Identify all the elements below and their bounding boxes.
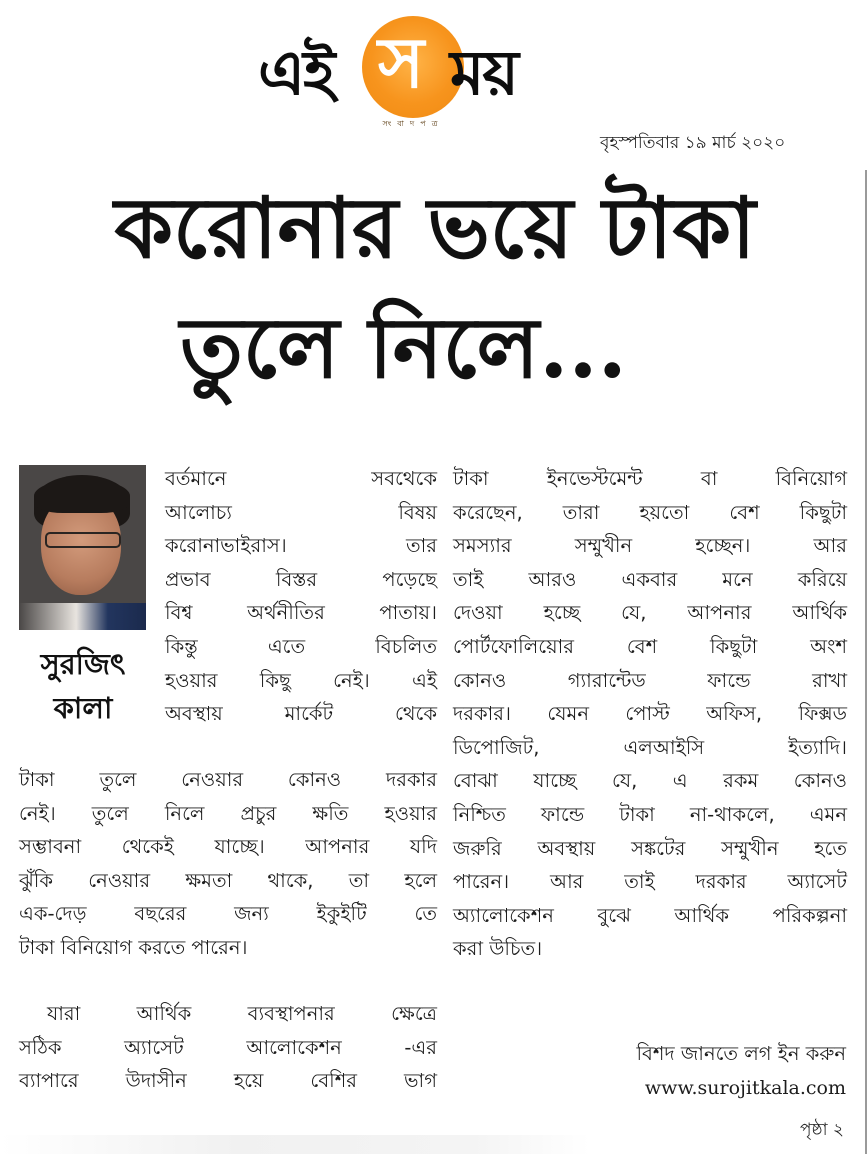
logo-text-right: ময় bbox=[450, 36, 517, 109]
text-line: জরুরি অবস্থায় সঙ্কটের সম্মুখীন হতে bbox=[453, 836, 847, 860]
text-line: প্রভাব বিস্তর পড়েছে bbox=[165, 567, 437, 591]
text-line: নেই। তুলে নিলে প্রচুর ক্ষতি হওয়ার bbox=[19, 801, 437, 825]
text-line: ঝুঁকি নেওয়ার ক্ষমতা থাকে, তা হলে bbox=[19, 868, 437, 892]
author-photo bbox=[19, 465, 146, 630]
photo-shoulders bbox=[19, 603, 146, 630]
text-line: টাকা ইনভেস্টমেন্ট বা বিনিয়োগ bbox=[453, 467, 847, 490]
article-column-right bbox=[453, 462, 847, 966]
logo-tagline: সংবাদপত্র bbox=[382, 119, 444, 128]
text-line: সমস্যার সম্মুখীন হচ্ছেন। আর bbox=[453, 534, 847, 558]
author-byline bbox=[18, 642, 148, 730]
text-line: অবস্থায় মার্কেট থেকে bbox=[165, 702, 437, 726]
article-headline bbox=[40, 168, 830, 408]
text-line: বোঝা যাচ্ছে যে, এ রকম কোনও bbox=[453, 769, 847, 793]
text-line: বিশ্ব অর্থনীতির পাতায়। bbox=[165, 601, 437, 625]
author-last-name: কালা bbox=[53, 691, 113, 725]
text-line: টাকা তুলে নেওয়ার কোনও দরকার bbox=[19, 768, 437, 791]
photo-glasses bbox=[45, 532, 121, 548]
text-line: কিন্তু এতে বিচলিত bbox=[165, 634, 437, 658]
newspaper-masthead-logo bbox=[250, 10, 550, 150]
article-column-left-bottom bbox=[19, 763, 437, 965]
text-line: করোনাভাইরাস। তার bbox=[165, 534, 437, 558]
author-first-name: সুরজিৎ bbox=[40, 647, 126, 681]
text-line: যারা আর্থিক ব্যবস্থাপনার ক্ষেত্রে bbox=[47, 1002, 437, 1025]
page-edge-divider bbox=[865, 170, 867, 1154]
text-line: ডিপোজিট, এলআইসি ইত্যাদি। bbox=[453, 735, 847, 759]
scan-shadow bbox=[0, 1135, 590, 1154]
text-line: বর্তমানে সবথেকে bbox=[165, 467, 437, 490]
text-line: করা উচিত। bbox=[453, 937, 543, 961]
text-line: দেওয়া হচ্ছে যে, আপনার আর্থিক bbox=[453, 601, 847, 625]
page-number: পৃষ্ঠা ২ bbox=[799, 1120, 844, 1140]
text-line: নিশ্চিত ফান্ডে টাকা না-থাকলে, এমন bbox=[453, 802, 847, 826]
text-line: পোর্টফোলিয়োর বেশ কিছুটা অংশ bbox=[453, 634, 847, 658]
text-line: ব্যাপারে উদাসীন হয়ে বেশির ভাগ bbox=[19, 1069, 437, 1093]
text-line: সঠিক অ্যাসেট আলোকেশন -এর bbox=[19, 1035, 437, 1059]
text-line: তাই আরও একবার মনে করিয়ে bbox=[453, 567, 847, 591]
text-line: কোনও গ্যারান্টেড ফান্ডে রাখা bbox=[453, 668, 847, 692]
headline-line-2: তুলে নিলে... bbox=[180, 298, 627, 397]
article-column-left-paragraph-2 bbox=[19, 997, 437, 1098]
photo-hair-top bbox=[34, 479, 130, 513]
website-link[interactable]: www.surojitkala.com bbox=[644, 1077, 846, 1099]
text-line: হওয়ার কিছু নেই। এই bbox=[165, 668, 437, 692]
logo-text-left: এই bbox=[258, 36, 334, 109]
text-line: করেছেন, তারা হয়তো বেশ কিছুটা bbox=[453, 500, 847, 524]
logo-text-middle: স bbox=[378, 22, 425, 104]
text-line: দরকার। যেমন পোস্ট অফিস, ফিক্সড bbox=[453, 702, 847, 726]
headline-line-1: করোনার ভয়ে টাকা bbox=[114, 178, 756, 277]
text-line: পারেন। আর তাই দরকার অ্যাসেট bbox=[453, 870, 847, 894]
article-column-left-top bbox=[165, 462, 437, 731]
text-line: আলোচ্য বিষয় bbox=[165, 500, 437, 524]
publication-date: বৃহস্পতিবার ১৯ মার্চ ২০২০ bbox=[600, 133, 786, 153]
text-line: এক-দেড় বছরের জন্য ইকুইটি তে bbox=[19, 902, 437, 926]
text-line: সম্ভাবনা থেকেই যাচ্ছে। আপনার যদি bbox=[19, 835, 437, 859]
login-call-to-action: বিশদ জানতে লগ ইন করুন bbox=[636, 1042, 846, 1065]
text-line: টাকা বিনিয়োগ করতে পারেন। bbox=[19, 935, 248, 959]
text-line: অ্যালোকেশন বুঝে আর্থিক পরিকল্পনা bbox=[453, 903, 847, 927]
